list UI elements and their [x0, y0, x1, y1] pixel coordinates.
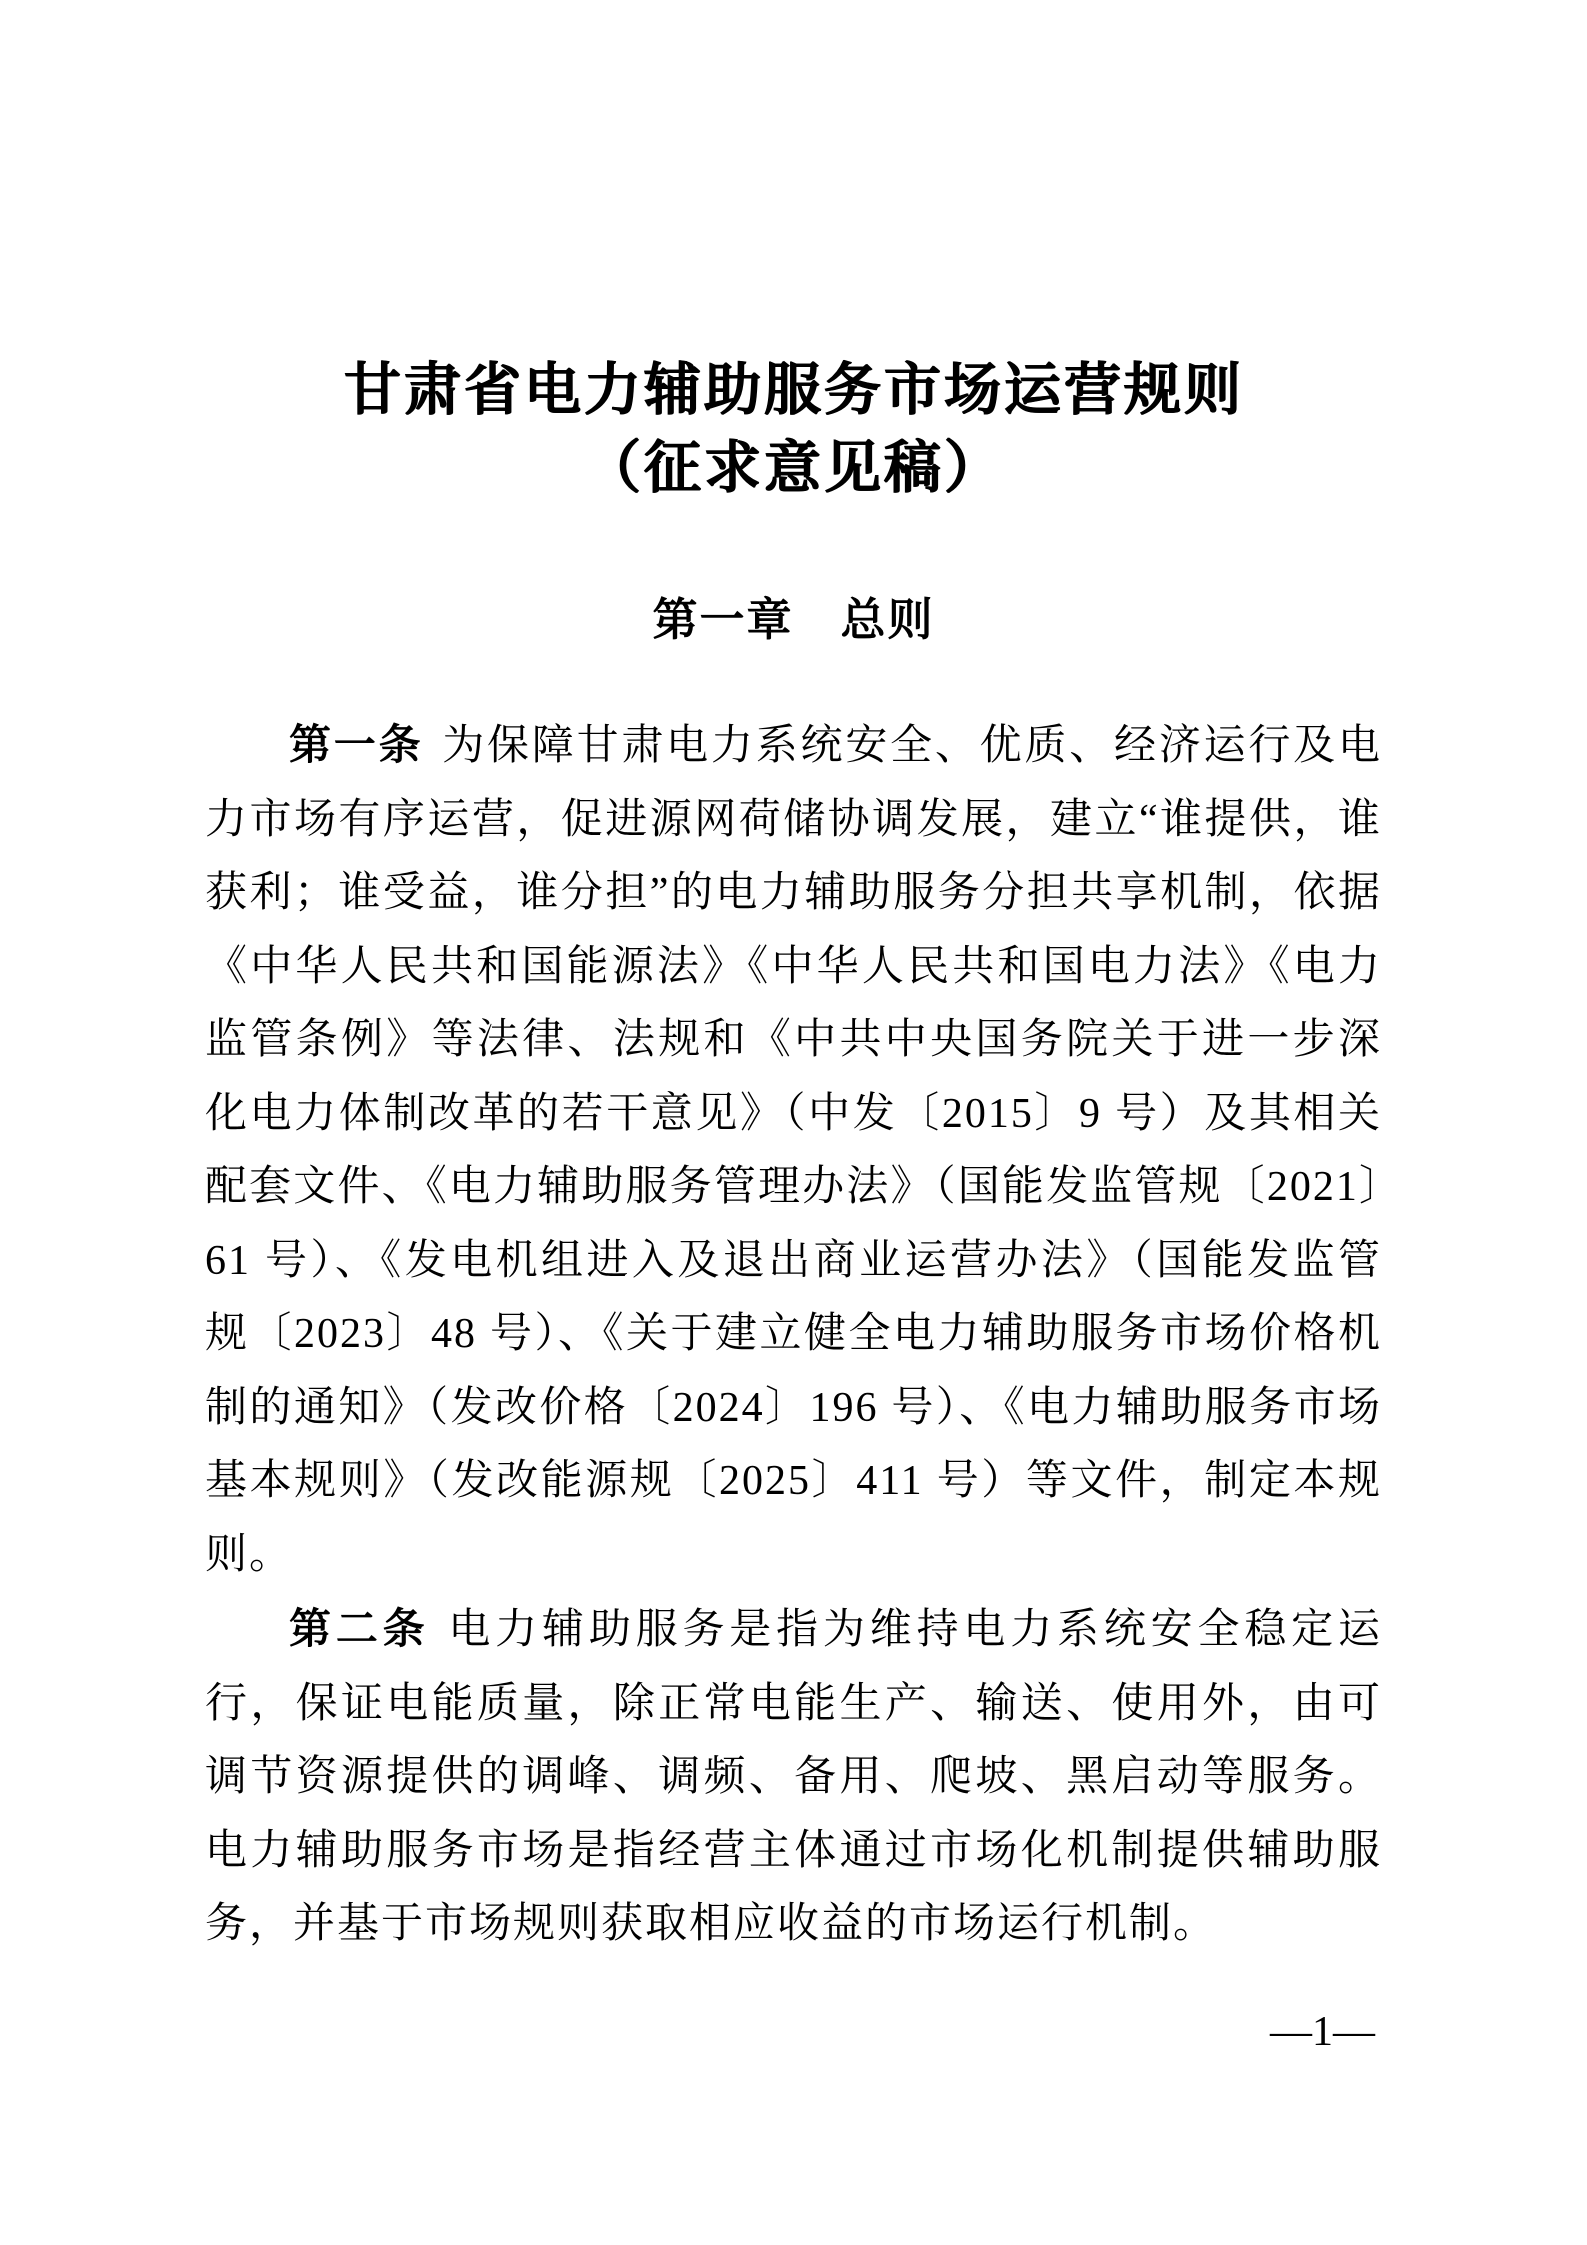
article-1	[205, 708, 1382, 1592]
article-2-text: 电力辅助服务是指为维持电力系统安全稳定运行，保证电能质量，除正常电能生产、输送、使用外，由可调节资源提供的调峰、调频、备用、爬坡、黑启动等服务。电力辅助服务市场是指经营主体通过市场化机制提供辅助服务，并基于市场规则获取相应收益的市场运行机制。	[205, 1607, 1382, 1947]
document-title-line2: （征求意见稿）	[583, 437, 1004, 500]
article-1-label: 第一条	[289, 721, 424, 768]
article-2	[205, 1592, 1382, 1962]
article-2-label: 第二条	[289, 1605, 430, 1652]
document-body	[205, 708, 1382, 1962]
document-title	[0, 0, 1587, 508]
chapter-heading: 第一章 总则	[652, 594, 935, 645]
article-1-text: 为保障甘肃电力系统安全、优质、经济运行及电力市场有序运营，促进源网荷储协调发展，建立“谁提供，谁获利；谁受益，谁分担”的电力辅助服务分担共享机制，依据《中华人民共和国能源法》《中华人民共和国电力法》《电力监管条例》等法律、法规和《中共中央国务院关于进一步深化电力体制改革的若干意见》（中发〔2015〕9 号）及其相关配套文件、《电力辅助服务管理办法》（国能发监管规〔2021〕61 号）、《发电机组进入及退出商业运营办法》（国能发监管规〔2023〕48 号）、《关于建立健全电力辅助服务市场价格机制的通知》（发改价格〔2024〕196 号）、《电力辅助服务市场基本规则》（发改能源规〔2025〕411 号）等文件，制定本规则。	[205, 723, 1382, 1578]
document-title-line1: 甘肃省电力辅助服务市场运营规则	[343, 359, 1244, 422]
page-number: —1—	[1270, 2009, 1375, 2055]
